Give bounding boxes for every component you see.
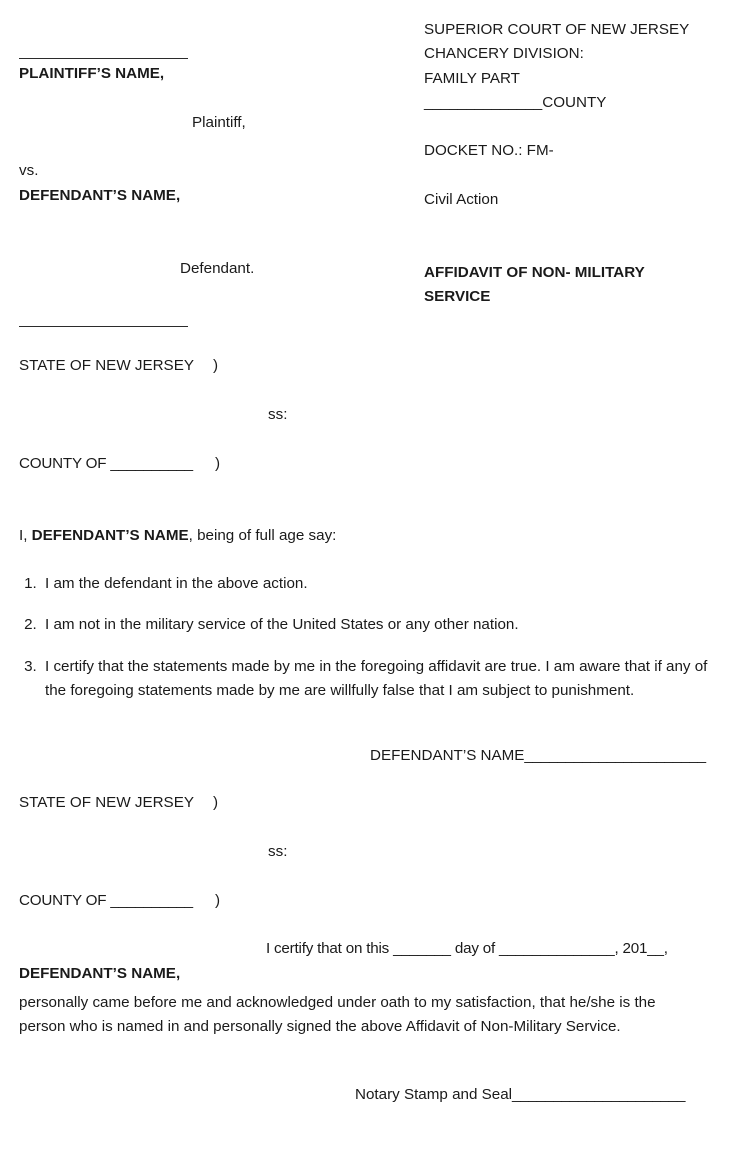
venue-bottom-county: COUNTY OF __________ <box>19 892 193 909</box>
venue-bottom-state-paren: ) <box>213 794 219 811</box>
venue-bottom-state: STATE OF NEW JERSEY <box>19 794 194 811</box>
action-type: Civil Action <box>424 191 499 209</box>
jurat-body: personally came before me and acknowledged under oath to my satisfaction, that he/she is the person who is named in and personally signed the above Affidavit of Non-Military Service. <box>19 994 656 1036</box>
notary-stamp-line <box>355 1087 685 1102</box>
opening-prefix: I, <box>19 527 32 544</box>
venue-bottom-county-paren: ) <box>215 892 221 909</box>
opening-statement <box>19 528 336 543</box>
venue-top-state: STATE OF NEW JERSEY <box>19 357 194 374</box>
venue-top-county: COUNTY OF __________ <box>19 455 193 472</box>
venue-bottom-ss: ss: <box>268 843 288 860</box>
venue-top-ss: ss: <box>268 406 288 423</box>
spacer-2 <box>424 164 730 188</box>
opening-defendant-name: DEFENDANT’S NAME <box>31 527 189 544</box>
spacer-1 <box>424 115 730 139</box>
notary-stamp-blank: _____________________ <box>512 1086 686 1103</box>
docket-number: DOCKET NO.: FM- <box>424 142 554 160</box>
court-caption-right-column <box>424 18 730 310</box>
claim-item: 3. I certify that the statements made by me in the foregoing affidavit are true. I am aware that if any of the foregoing statements made by me are willfully false that I am subject to punishment. <box>41 655 716 704</box>
defendant-role-label: Defendant. <box>180 260 255 277</box>
defendant-signature-blank: ______________________ <box>524 747 706 764</box>
court-county-blank: ______________COUNTY <box>424 93 607 111</box>
jurat-certify-line: I certify that on this _______ day of ______________, 201__, <box>266 940 668 957</box>
plaintiff-name: PLAINTIFF’S NAME, <box>19 65 165 82</box>
spacer-3 <box>424 212 730 236</box>
court-part: FAMILY PART <box>424 69 520 87</box>
plaintiff-role-label: Plaintiff, <box>192 114 246 131</box>
claim-item: 2. I am not in the military service of the United States or any other nation. <box>41 613 716 637</box>
defendant-signature-label: DEFENDANT’S NAME <box>370 747 525 764</box>
caption-top-rule <box>19 58 188 59</box>
caption-bottom-rule <box>19 326 188 327</box>
jurat-defendant-name: DEFENDANT’S NAME, <box>19 965 181 982</box>
affidavit-title-line-2: SERVICE <box>424 288 491 306</box>
venue-top-county-paren: ) <box>215 455 221 472</box>
spacer-4 <box>424 237 730 261</box>
affidavit-title-line-1: AFFIDAVIT OF NON- MILITARY <box>424 263 645 281</box>
claims-list <box>19 572 716 720</box>
defendant-name: DEFENDANT’S NAME, <box>19 187 181 204</box>
notary-stamp-label: Notary Stamp and Seal <box>355 1086 513 1103</box>
claim-item: 1. I am the defendant in the above action. <box>41 572 716 596</box>
venue-top-state-paren: ) <box>213 357 219 374</box>
court-division: CHANCERY DIVISION: <box>424 45 584 63</box>
court-name: SUPERIOR COURT OF NEW JERSEY <box>424 21 690 38</box>
defendant-signature-line <box>370 748 706 763</box>
opening-suffix: , being of full age say: <box>188 527 337 544</box>
versus-label: vs. <box>19 162 39 179</box>
